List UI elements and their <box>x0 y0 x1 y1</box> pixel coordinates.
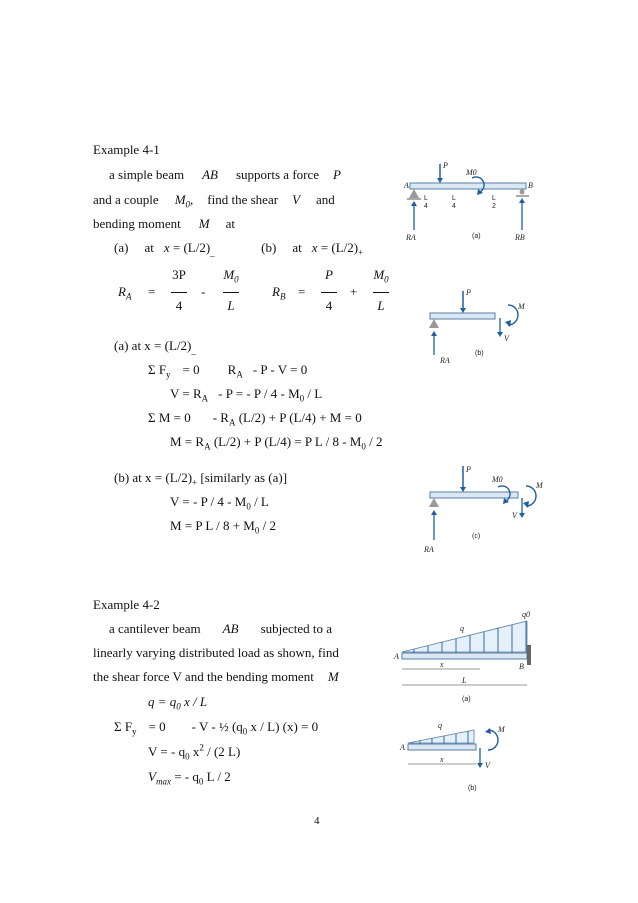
text: (b) at x = (L/2) <box>114 470 193 485</box>
fraction-denominator: L <box>377 298 385 313</box>
figure-label: (b) <box>475 350 484 357</box>
ex2-line-2: linearly varying distributed load as shown, find <box>93 645 339 660</box>
arrowhead <box>477 763 483 768</box>
subscript: _ <box>191 345 196 356</box>
intro-line-3 <box>93 216 235 232</box>
fraction-numerator <box>370 267 392 283</box>
label-v: V <box>512 511 517 520</box>
fixed-support <box>527 645 531 665</box>
text: M <box>198 216 210 231</box>
text: x <box>311 240 318 255</box>
text: (L/2) <box>331 240 359 255</box>
arrowhead <box>523 501 529 508</box>
subscript: + <box>192 477 198 488</box>
text: / 2 <box>259 518 276 533</box>
beam <box>410 183 526 189</box>
beam-segment <box>430 313 495 319</box>
label-m: M <box>498 725 505 734</box>
text: supports a force <box>235 167 320 182</box>
label-m0: M0 <box>466 168 477 177</box>
dim-2: 2 <box>492 203 496 210</box>
distributed-load <box>408 730 474 743</box>
example-title: Example 4-2 <box>93 597 160 612</box>
text: V = - P / 4 - M <box>170 494 247 509</box>
label-ra: RA <box>424 545 434 554</box>
subscript: 0 <box>361 441 366 452</box>
text: the shear force V and the bending moment <box>93 669 314 684</box>
superscript: 2 <box>199 742 204 753</box>
equals: = <box>298 284 306 299</box>
text: (L/2) <box>183 240 211 255</box>
text: P <box>333 167 341 182</box>
text: = 0 <box>148 719 166 734</box>
text: Σ F <box>114 719 133 734</box>
label-ra: RA <box>406 233 416 242</box>
text: = 0 <box>182 362 200 377</box>
fraction-bar <box>223 292 239 293</box>
equation-v <box>170 386 322 402</box>
subscript: 0 <box>185 751 190 762</box>
text: x <box>163 240 170 255</box>
arrowhead <box>505 320 511 327</box>
intro-line-1 <box>109 167 341 183</box>
label-m: M <box>536 481 543 490</box>
ex2-line-1 <box>109 621 332 637</box>
pin-support <box>429 498 439 507</box>
text: Σ F <box>148 362 167 377</box>
fraction-bar <box>373 292 389 293</box>
fraction-numerator <box>220 267 242 283</box>
part-a-heading <box>114 338 196 354</box>
arrowhead <box>485 728 491 734</box>
text: bending moment <box>93 216 181 231</box>
arrowhead <box>431 510 437 515</box>
subscript: max <box>155 776 171 787</box>
text: M <box>327 669 339 684</box>
text: (L/2) + P (L/4) = P L / 8 - M <box>210 434 362 449</box>
text: (a) at x = (L/2) <box>114 338 192 353</box>
text: subjected to a <box>260 621 333 636</box>
arrowhead <box>460 308 466 313</box>
page-number: 4 <box>314 815 320 827</box>
text: and a couple <box>93 192 159 207</box>
text: M <box>223 267 235 282</box>
label-q: q <box>460 624 464 633</box>
label-v: V <box>485 761 490 770</box>
text: AB <box>222 621 239 636</box>
text: (L/2) + P (L/4) + M = 0 <box>235 410 362 425</box>
dim-l: L <box>492 195 496 202</box>
equation-m-b <box>170 518 276 534</box>
label-a: A <box>394 652 399 661</box>
label-v: V <box>504 334 509 343</box>
arrowhead <box>497 332 503 337</box>
text: L / 2 <box>203 769 231 784</box>
text: (b) <box>261 240 277 255</box>
beam-segment <box>430 492 518 498</box>
text: M <box>174 192 186 207</box>
text: V = R <box>170 386 202 401</box>
figure-cantilever-b <box>398 718 528 798</box>
equals: = <box>148 284 156 299</box>
subscript: 0 <box>299 393 305 404</box>
figure-simple-beam-a <box>400 158 540 248</box>
part-b-heading <box>114 470 287 486</box>
subscript: A <box>201 393 209 404</box>
text: x / L) (x) = 0 <box>247 719 319 734</box>
plus: + <box>350 284 358 299</box>
subscript: B <box>279 291 286 302</box>
figure-label: (b) <box>468 785 477 792</box>
subscript: 0 <box>176 701 181 712</box>
fraction-denominator: L <box>227 298 235 313</box>
label-a: A <box>400 743 405 752</box>
text: AB <box>202 167 218 182</box>
text: Σ M = 0 <box>148 410 191 425</box>
subscript: + <box>358 247 364 258</box>
equation-v-2 <box>148 744 240 760</box>
reaction-rb-label <box>272 284 285 300</box>
label-p: P <box>466 465 471 474</box>
figure-label: (a) <box>462 696 471 703</box>
text: [similarly as (a)] <box>197 470 288 485</box>
arrowhead <box>411 201 417 206</box>
intro-line-2 <box>93 192 335 208</box>
text: a cantilever beam <box>109 621 201 636</box>
subscript: y <box>166 369 171 380</box>
text: R <box>118 284 126 299</box>
subscript: A <box>228 417 236 428</box>
subscript: 0 <box>185 199 191 210</box>
text: M <box>373 267 385 282</box>
subscript: y <box>132 726 137 737</box>
minus: - <box>201 284 206 299</box>
text: V <box>292 192 301 207</box>
distributed-load <box>402 621 527 652</box>
text: - P = - P / 4 - M <box>218 386 300 401</box>
text: = <box>320 240 329 255</box>
arrowhead <box>519 198 525 203</box>
equation-v-b <box>170 494 269 510</box>
subscript: _ <box>210 247 215 258</box>
text: / L <box>304 386 323 401</box>
fraction-denominator: 4 <box>325 298 333 313</box>
text: x <box>189 744 200 759</box>
subscript: A <box>204 441 211 452</box>
text: a simple beam <box>109 167 185 182</box>
label-m0: M0 <box>492 475 503 484</box>
label-b: B <box>528 181 533 190</box>
text: / 2 <box>365 434 383 449</box>
fraction-bar <box>171 292 187 293</box>
subscript: 0 <box>254 525 260 536</box>
text: M = P L / 8 + M <box>170 518 255 533</box>
label-rb: RB <box>515 233 525 242</box>
fraction-denominator: 4 <box>175 298 183 313</box>
label-ra: RA <box>440 356 450 365</box>
arrowhead <box>519 513 525 518</box>
arrowhead <box>431 331 437 336</box>
subscript: 0 <box>198 776 204 787</box>
figure-free-body-b <box>420 263 540 365</box>
label-p: P <box>466 288 471 297</box>
fraction-numerator: P <box>325 267 333 282</box>
text: x / L <box>180 694 208 709</box>
text: = - q <box>170 769 199 784</box>
label-l: L <box>462 676 467 685</box>
text: / L <box>250 494 269 509</box>
figure-label: (c) <box>472 533 481 540</box>
pin-support <box>409 189 419 198</box>
equation-sum-fy <box>148 362 307 378</box>
subscript: 0 <box>234 274 239 285</box>
text: - V - ½ (q <box>191 719 243 734</box>
dim-l: L <box>424 195 428 202</box>
text: at <box>292 240 302 255</box>
equation-sum-fy-2 <box>114 719 318 735</box>
label-b: B <box>519 662 524 671</box>
dim-4: 4 <box>452 203 456 210</box>
text: R <box>272 284 280 299</box>
text: at <box>225 216 235 231</box>
roller-support <box>520 190 525 195</box>
text: / (2 L) <box>203 744 241 759</box>
ex2-line-3 <box>93 669 339 685</box>
dim-l: L <box>452 195 456 202</box>
text: at <box>144 240 154 255</box>
cases-line <box>114 240 363 256</box>
text: (a) <box>114 240 129 255</box>
figure-label: (a) <box>472 233 481 240</box>
beam-segment <box>408 744 476 750</box>
example-title: Example 4-1 <box>93 142 160 157</box>
pin-support <box>429 319 439 328</box>
figure-cantilever-a <box>392 607 542 707</box>
subscript: 0 <box>384 274 389 285</box>
text: - P - V = 0 <box>252 362 308 377</box>
arrowhead <box>437 178 443 183</box>
fraction-bar <box>321 292 337 293</box>
text: M = R <box>170 434 205 449</box>
label-x: x <box>440 660 444 669</box>
text: R <box>227 362 237 377</box>
text: , <box>190 192 194 207</box>
text: - R <box>212 410 229 425</box>
subscript: A <box>236 369 243 380</box>
subscript: 0 <box>246 501 251 512</box>
fraction-numerator: 3P <box>172 267 186 282</box>
dim-4: 4 <box>424 203 428 210</box>
equation-sum-m <box>148 410 362 426</box>
text: and <box>316 192 335 207</box>
text: q = q <box>148 694 177 709</box>
arrowhead <box>460 487 466 492</box>
label-p: P <box>443 161 448 170</box>
label-x: x <box>440 755 444 764</box>
reaction-ra-label <box>118 284 131 300</box>
label-q: q <box>438 721 442 730</box>
figure-free-body-c <box>420 458 550 558</box>
label-a: A <box>404 181 409 190</box>
equation-vmax <box>148 769 231 785</box>
equation-q <box>148 694 207 710</box>
subscript: A <box>125 291 132 302</box>
label-q0: q0 <box>522 610 530 619</box>
text: = <box>172 240 181 255</box>
equation-m <box>170 434 382 450</box>
beam <box>402 653 527 659</box>
label-m: M <box>518 302 525 311</box>
text: V = - q <box>148 744 186 759</box>
text: find the shear <box>207 192 279 207</box>
subscript: 0 <box>242 726 248 737</box>
text: V <box>148 769 156 784</box>
